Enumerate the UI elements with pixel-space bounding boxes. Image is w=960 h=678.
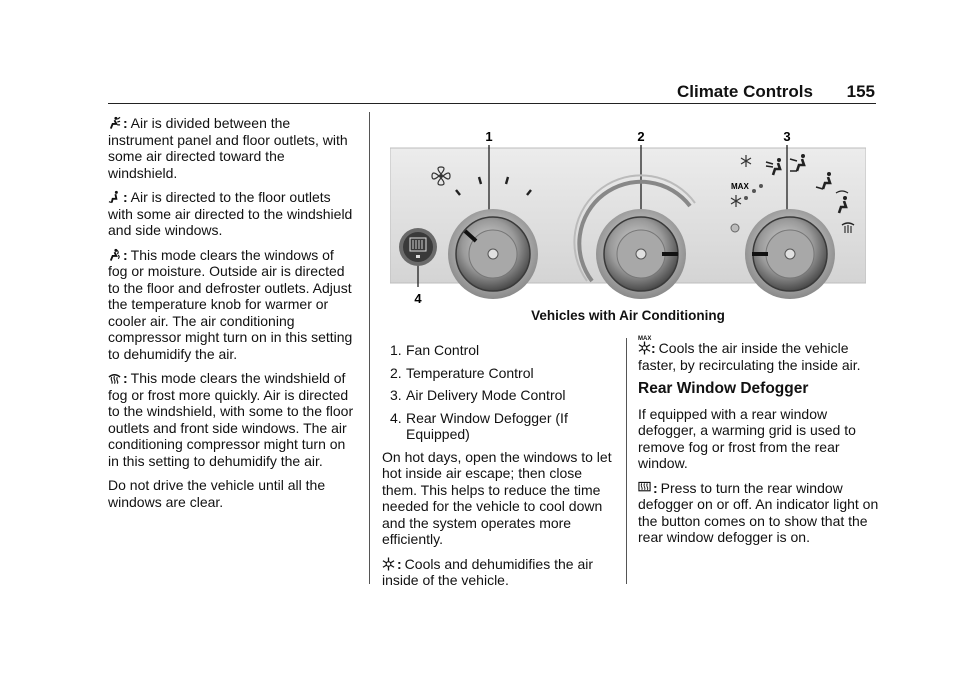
paragraph-defrost: : This mode clears the windshield of fog or frost more quickly. Air is directed to the windshield, with some to the floor outlets and front side windows. The air conditioning compressor might turn on in this setting to dehumidify the air. xyxy=(108,370,354,469)
paragraph-bilevel: : Air is divided between the instrument panel and floor outlets, with some air directed toward the windshield. xyxy=(108,115,348,181)
max-superscript: MAX xyxy=(638,336,652,342)
indicator-light xyxy=(731,224,739,232)
air-delivery-mode-knob[interactable] xyxy=(745,209,835,299)
paragraph-defogger-button: : Press to turn the rear window defogger on or off. An indicator light on the button comes on to show that the rear window defogger is on. xyxy=(638,479,879,545)
section-heading-rear-window-defogger: Rear Window Defogger xyxy=(638,380,809,397)
header-rule xyxy=(108,103,876,104)
callout-2: 2 xyxy=(637,131,645,144)
ac-snowflake-icon xyxy=(382,557,395,571)
rear-defogger-icon xyxy=(638,481,651,495)
list-item: 1. Fan Control xyxy=(390,342,480,358)
column-1 xyxy=(108,115,356,518)
floor-mode-icon xyxy=(108,190,121,204)
paragraph-ac: : Cools and dehumidifies the air inside of the vehicle. xyxy=(382,555,594,588)
bilevel-mode-icon xyxy=(108,116,121,130)
page-number: 155 xyxy=(846,82,875,101)
climate-panel-illustration xyxy=(390,131,866,303)
paragraph-floor: : Air is directed to the floor outlets with some air directed to the windshield and side windows. xyxy=(108,189,353,238)
column-2 xyxy=(382,342,614,597)
paragraph-warning: Do not drive the vehicle until all the windows are clear. xyxy=(108,477,326,510)
column-divider-2 xyxy=(626,338,627,584)
page-header xyxy=(625,82,875,104)
climate-control-panel-figure xyxy=(390,131,866,308)
figure-caption: Vehicles with Air Conditioning xyxy=(531,308,725,323)
paragraph-defogger-intro: If equipped with a rear window defogger, a warming grid is used to remove fog or frost from the rear window. xyxy=(638,405,856,471)
list-item: 2. Temperature Control xyxy=(390,364,534,381)
temperature-control-knob[interactable] xyxy=(596,209,686,299)
list-item: 4. Rear Window Defogger (If Equipped) xyxy=(390,409,568,442)
callout-legend-list xyxy=(382,342,614,443)
rear-defogger-button[interactable] xyxy=(399,228,437,266)
fan-control-knob[interactable] xyxy=(448,209,538,299)
max-label: MAX xyxy=(731,182,749,191)
paragraph-max-ac: MAX : Cools the air inside the vehicle faster, by recirculating the inside air. xyxy=(638,340,880,373)
paragraph-hot-days: On hot days, open the windows to let hot inside air escape; then close them. This helps to reduce the time needed for the vehicle to cool down and the system operates more efficiently. xyxy=(382,448,612,547)
column-3 xyxy=(638,336,880,554)
column-divider-1 xyxy=(369,112,370,584)
paragraph-defog: : This mode clears the windows of fog or moisture. Outside air is directed to the floor and defroster outlets. Adjust the temperature knob for warmer or cooler air. The air conditioning compressor might turn on in this setting to dehumidify the air. xyxy=(108,246,353,362)
callout-4: 4 xyxy=(414,291,422,303)
defog-mode-icon xyxy=(108,248,121,262)
callout-3: 3 xyxy=(783,131,791,144)
callout-1: 1 xyxy=(485,131,493,144)
section-title: Climate Controls xyxy=(676,82,813,101)
defrost-mode-icon xyxy=(108,371,121,385)
list-item: 3. Air Delivery Mode Control xyxy=(390,387,566,403)
